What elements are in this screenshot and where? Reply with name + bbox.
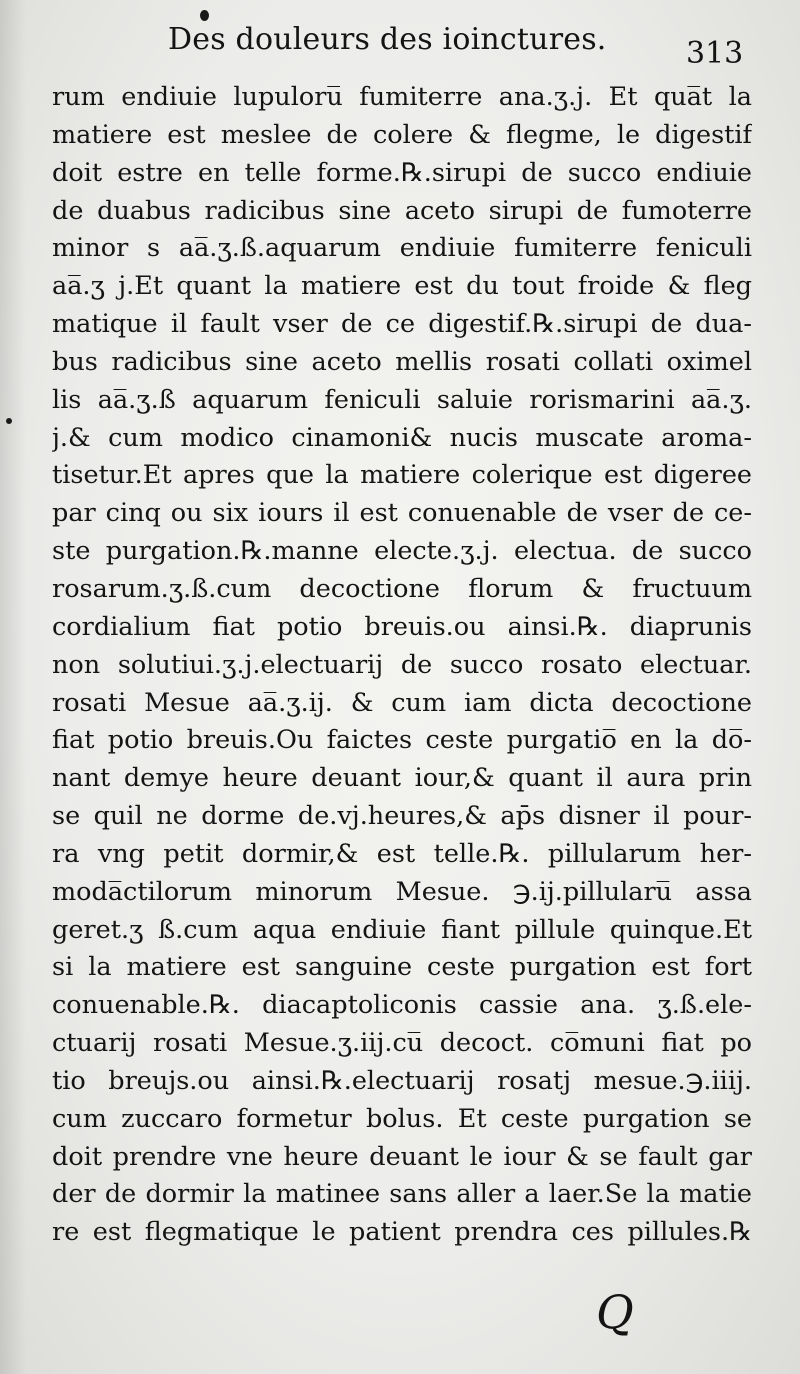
ink-dot [200,10,209,21]
text-line: re est flegmatique le patient prendra ces pillules.℞ [52,1217,752,1248]
text-line: non solutiui.ʒ.j.electuarij de succo rosato electuar. [52,649,752,680]
margin-dot [6,418,12,424]
page-number: 313 [686,36,744,71]
text-line: cordialium fiat potio breuis.ou ainsi.℞. diaprunis [52,611,752,642]
text-line: conuenable.℞. diacaptoliconis cassie ana. ʒ.ß.ele- [52,990,752,1021]
text-line: de duabus radicibus sine aceto sirupi de fumoterre [52,195,752,226]
text-line: ctuarij rosati Mesue.ʒ.iij.cu̅ decoct. co̅muni fiat po [52,1028,752,1059]
text-line: nant demye heure deuant iour,& quant il aura prin [52,763,752,794]
text-line: der de dormir la matinee sans aller a laer.Se la matie [52,1179,752,1210]
text-line: matique il fault vser de ce digestif.℞.sirupi de dua- [52,309,752,340]
running-title: Des douleurs des ioinctures. [168,22,607,57]
text-line: ra vng petit dormir,& est telle.℞. pillularum her- [52,838,752,869]
text-line: rosarum.ʒ.ß.cum decoctione florum & fructuum [52,573,752,604]
gutter-shadow [0,0,26,1374]
text-line: aa̅.ʒ j.Et quant la matiere est du tout froide & fleg [52,271,752,302]
text-line: cum zuccaro formetur bolus. Et ceste purgation se [52,1103,752,1134]
body-text [52,79,752,1252]
text-line: doit estre en telle forme.℞.sirupi de succo endiuie [52,157,752,188]
text-line: j.& cum modico cinamoni& nucis muscate aroma- [52,422,752,453]
text-line: geret.ʒ ß.cum aqua endiuie fiant pillule quinque.Et [52,914,752,945]
text-line: tio breujs.ou ainsi.℞.electuarij rosatj mesue.℈.iiij. [52,1065,752,1096]
text-line: moda̅ctilorum minorum Mesue. ℈.ij.pillularu̅ assa [52,876,752,907]
text-line: par cinq ou six iours il est conuenable de vser de ce- [52,498,752,529]
text-line: se quil ne dorme de.vj.heures,& ap̄s disner il pour- [52,801,752,832]
text-line: matiere est meslee de colere & flegme, le digestif [52,119,752,150]
text-line: bus radicibus sine aceto mellis rosati collati oximel [52,346,752,377]
text-line: minor s aa̅.ʒ.ß.aquarum endiuie fumiterre feniculi [52,233,752,264]
catchword: Q [596,1285,634,1339]
text-line: si la matiere est sanguine ceste purgation est fort [52,952,752,983]
text-line: doit prendre vne heure deuant le iour & se fault gar [52,1141,752,1172]
text-line: fiat potio breuis.Ou faictes ceste purgatio̅ en la do̅- [52,725,752,756]
text-line: rosati Mesue aa̅.ʒ.ij. & cum iam dicta decoctione [52,687,752,718]
text-line: lis aa̅.ʒ.ß aquarum feniculi saluie rorismarini aa̅.ʒ. [52,384,752,415]
text-line: rum endiuie lupuloru̅ fumiterre ana.ʒ.j. Et qua̅t la [52,82,752,112]
text-line: tisetur.Et apres que la matiere colerique est digeree [52,460,752,491]
text-line: ste purgation.℞.manne electe.ʒ.j. electua. de succo [52,536,752,567]
